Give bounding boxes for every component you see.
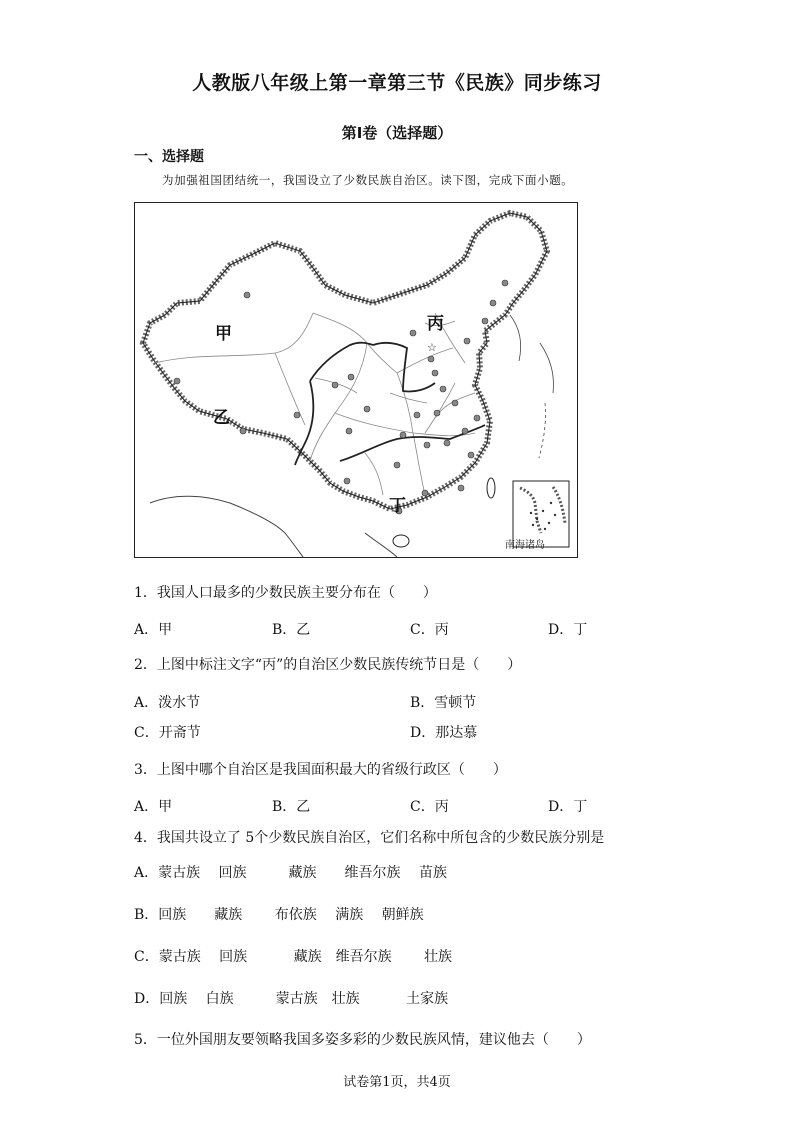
section-heading: 一、选择题 [134, 149, 204, 165]
map-label-jia: 甲 [215, 324, 232, 344]
question-3-option-b[interactable]: B．乙 [272, 799, 311, 815]
question-2-option-a[interactable]: A．泼水节 [134, 695, 201, 711]
question-4-option-c[interactable]: C．蒙古族 回族 藏族 维吾尔族 壮族 [134, 949, 453, 965]
page-title: 人教版八年级上第一章第三节《民族》同步练习 [192, 72, 602, 94]
question-1-option-c[interactable]: C．丙 [410, 622, 449, 638]
question-2-stem: 2．上图中标注文字“丙”的自治区少数民族传统节日是（ ） [134, 657, 522, 673]
question-intro: 为加强祖国团结统一，我国设立了少数民族自治区。读下图，完成下面小题。 [162, 173, 574, 187]
question-4-stem: 4．我国共设立了 5个少数民族自治区，它们名称中所包含的少数民族分别是 [134, 830, 605, 846]
page-footer: 试卷第1页，共4页 [343, 1075, 451, 1090]
map-label-bing: 丙 [427, 314, 444, 334]
question-3-stem: 3．上图中哪个自治区是我国面积最大的省级行政区（ ） [134, 762, 507, 778]
map-label-ding: 丁 [389, 496, 406, 516]
question-4-option-a[interactable]: A．蒙古族 回族 藏族 维吾尔族 苗族 [134, 865, 448, 881]
question-2-option-b[interactable]: B．雪顿节 [410, 695, 477, 711]
map-inset-label: 南海诸岛 [505, 540, 545, 551]
question-1-option-d[interactable]: D．丁 [548, 622, 588, 638]
china-map-drawing [135, 203, 577, 557]
question-1-stem: 1．我国人口最多的少数民族主要分布在（ ） [134, 585, 437, 601]
question-2-option-d[interactable]: D．那达慕 [410, 725, 478, 741]
question-3-option-c[interactable]: C．丙 [410, 799, 449, 815]
question-5-stem: 5．一位外国朋友要领略我国多姿多彩的少数民族风情，建议他去（ ） [134, 1032, 591, 1048]
question-1-option-b[interactable]: B．乙 [272, 622, 311, 638]
question-3-option-d[interactable]: D．丁 [548, 799, 588, 815]
china-map [134, 202, 578, 558]
question-1-option-a[interactable]: A．甲 [134, 622, 173, 638]
map-label-yi: 乙 [213, 408, 230, 428]
svg-text:☆: ☆ [427, 341, 437, 354]
question-3-option-a[interactable]: A．甲 [134, 799, 173, 815]
question-4-option-d[interactable]: D．回族 白族 蒙古族 壮族 土家族 [134, 991, 449, 1007]
question-4-option-b[interactable]: B．回族 藏族 布依族 满族 朝鲜族 [134, 907, 424, 923]
volume-subtitle: 第I卷（选择题） [341, 124, 453, 142]
question-2-option-c[interactable]: C．开斋节 [134, 725, 201, 741]
